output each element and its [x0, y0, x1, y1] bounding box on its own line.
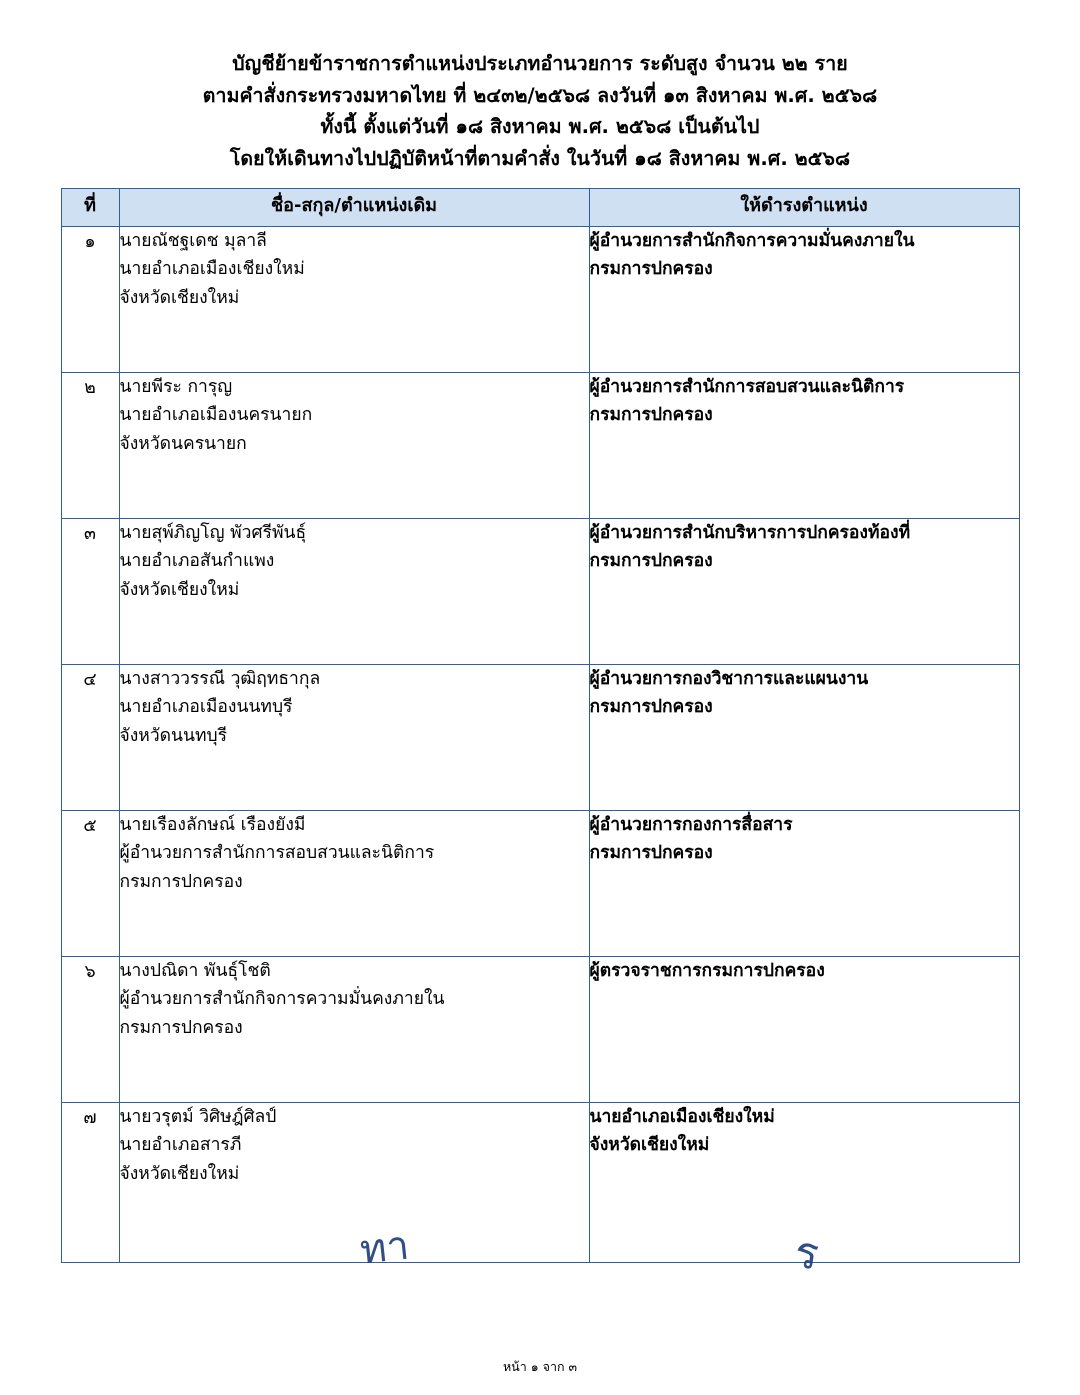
- old-line: กรมการปกครอง: [119, 871, 243, 892]
- old-line: นายสุพ์ภิญโญ พัวศรีพันธุ์: [119, 522, 307, 543]
- table-row: [61, 1102, 1019, 1262]
- column-header-number: ที่: [61, 189, 119, 227]
- row-old-position: [119, 956, 589, 1102]
- new-line: ผู้อำนวยการสำนักกิจการความมั่นคงภายใน: [589, 230, 915, 251]
- row-number: ๓: [61, 518, 119, 664]
- table-header-row: [61, 189, 1019, 227]
- old-line: นายวรุตม์ วิศิษฎ์ศิลป์: [119, 1106, 277, 1127]
- row-old-position: [119, 518, 589, 664]
- new-line: ผู้อำนวยการสำนักการสอบสวนและนิติการ: [589, 376, 905, 397]
- row-number: ๗: [61, 1102, 119, 1262]
- old-line: จังหวัดเชียงใหม่: [119, 1163, 240, 1184]
- old-line: นางปณิดา พันธุ์โชติ: [119, 960, 271, 981]
- new-line: ผู้ตรวจราชการกรมการปกครอง: [589, 960, 825, 981]
- new-line: กรมการปกครอง: [589, 551, 713, 572]
- table-row: [61, 372, 1019, 518]
- old-line: จังหวัดนครนายก: [119, 433, 247, 454]
- page-footer: หน้า ๑ จาก ๓: [502, 1359, 578, 1374]
- row-new-position: [589, 810, 1019, 956]
- row-new-position: [589, 518, 1019, 664]
- row-old-position: [119, 1102, 589, 1262]
- old-line: นายพีระ การุญ: [119, 376, 233, 397]
- new-line: กรมการปกครอง: [589, 259, 713, 280]
- row-old-position: [119, 226, 589, 372]
- column-header-new-position: ให้ดำรงตำแหน่ง: [589, 189, 1019, 227]
- old-line: จังหวัดเชียงใหม่: [119, 287, 240, 308]
- old-line: นายอำเภอสันกำแพง: [119, 551, 275, 572]
- new-line: ผู้อำนวยการสำนักบริหารการปกครองท้องที่: [589, 522, 911, 543]
- old-line: นายอำเภอเมืองเชียงใหม่: [119, 259, 305, 280]
- old-line: จังหวัดเชียงใหม่: [119, 579, 240, 600]
- row-number: ๕: [61, 810, 119, 956]
- old-line: นายอำเภอสารภี: [119, 1135, 242, 1156]
- handwritten-initial-right: ร: [791, 1226, 823, 1281]
- header-line-2: ตามคำสั่งกระทรวงมหาดไทย ที่ ๒๔๓๒/๒๕๖๘ ลงวันที่ ๑๓ สิงหาคม พ.ศ. ๒๕๖๘: [202, 83, 878, 107]
- new-line: จังหวัดเชียงใหม่: [589, 1135, 710, 1156]
- row-number: ๖: [61, 956, 119, 1102]
- old-line: ผู้อำนวยการสำนักการสอบสวนและนิติการ: [119, 843, 435, 864]
- new-line: กรมการปกครอง: [589, 697, 713, 718]
- table-row: [61, 664, 1019, 810]
- old-line: นายอำเภอเมืองนนทบุรี: [119, 697, 293, 718]
- new-line: กรมการปกครอง: [589, 405, 713, 426]
- row-old-position: [119, 664, 589, 810]
- row-number: ๒: [61, 372, 119, 518]
- header-line-1: บัญชีย้ายข้าราชการตำแหน่งประเภทอำนวยการ ระดับสูง จำนวน ๒๒ ราย: [232, 52, 848, 75]
- new-line: กรมการปกครอง: [589, 843, 713, 864]
- table-row: [61, 518, 1019, 664]
- old-line: นางสาววรรณี วุฒิฤทธากุล: [119, 668, 321, 689]
- new-line: นายอำเภอเมืองเชียงใหม่: [589, 1106, 775, 1127]
- row-new-position: [589, 956, 1019, 1102]
- old-line: นายณัชฐเดช มุลาลี: [119, 230, 267, 251]
- old-line: ผู้อำนวยการสำนักกิจการความมั่นคงภายใน: [119, 989, 445, 1010]
- old-line: กรมการปกครอง: [119, 1017, 243, 1038]
- row-old-position: [119, 372, 589, 518]
- row-new-position: [589, 664, 1019, 810]
- old-line: นายเรืองลักษณ์ เรืองยังมี: [119, 814, 306, 835]
- row-new-position: [589, 226, 1019, 372]
- handwritten-initial-left: ทา: [357, 1222, 412, 1274]
- new-line: ผู้อำนวยการกองวิชาการและแผนงาน: [589, 668, 869, 689]
- header-line-3: ทั้งนี้ ตั้งแต่วันที่ ๑๘ สิงหาคม พ.ศ. ๒๕๖๘ เป็นต้นไป: [320, 115, 760, 139]
- row-new-position: [589, 372, 1019, 518]
- transfer-list-table: [61, 188, 1020, 1263]
- header-line-4: โดยให้เดินทางไปปฏิบัติหน้าที่ตามคำสั่ง ในวันที่ ๑๘ สิงหาคม พ.ศ. ๒๕๖๘: [229, 146, 851, 170]
- table-row: [61, 226, 1019, 372]
- row-number: ๔: [61, 664, 119, 810]
- table-row: [61, 956, 1019, 1102]
- table-row: [61, 810, 1019, 956]
- row-old-position: [119, 810, 589, 956]
- old-line: จังหวัดนนทบุรี: [119, 725, 227, 746]
- old-line: นายอำเภอเมืองนครนายก: [119, 405, 313, 426]
- new-line: ผู้อำนวยการกองการสื่อสาร: [589, 814, 793, 835]
- column-header-old-position: ชื่อ-สกุล/ตำแหน่งเดิม: [119, 189, 589, 227]
- row-number: ๑: [61, 226, 119, 372]
- document-header: [60, 48, 1020, 174]
